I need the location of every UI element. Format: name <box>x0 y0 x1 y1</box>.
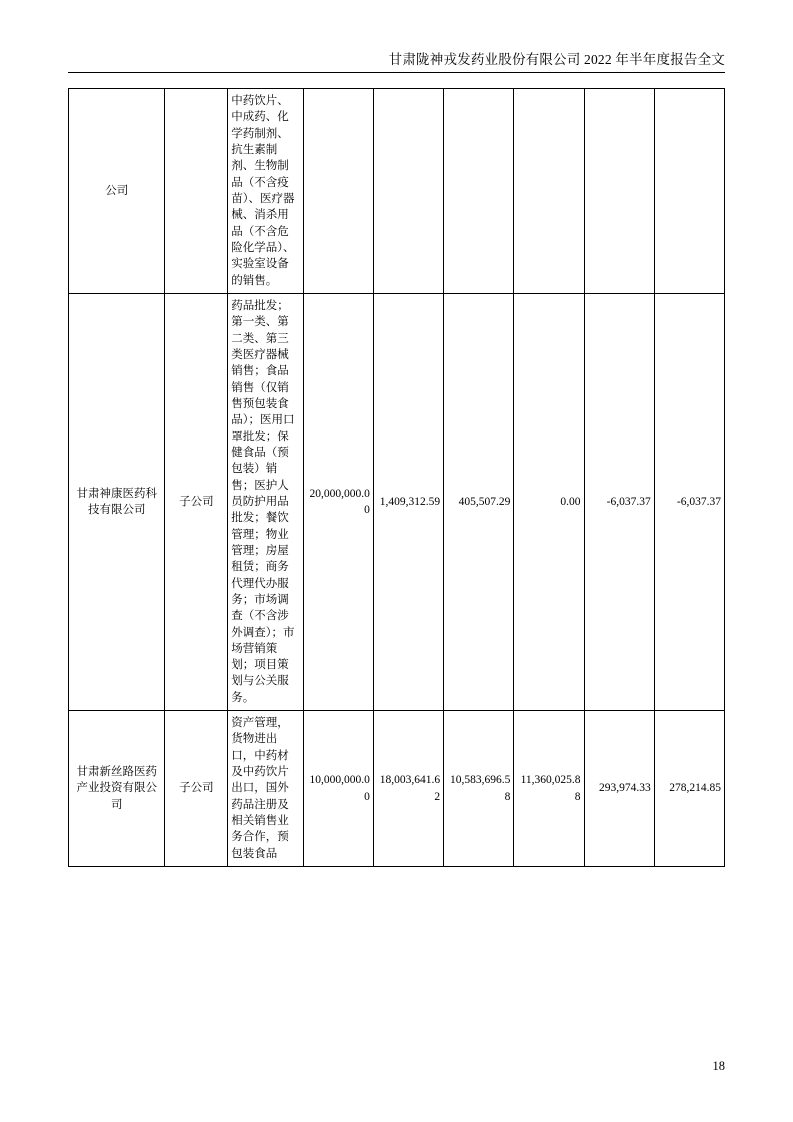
table-row <box>69 89 725 294</box>
company-name-text: 甘肃神康医药科技有限公司 <box>76 487 157 517</box>
cell-company-name <box>69 711 165 867</box>
net-assets-text: 10,583,696.58 <box>449 774 511 803</box>
cell-net-assets <box>444 293 514 710</box>
table-row <box>69 293 725 710</box>
cell-total-assets <box>373 89 443 294</box>
registered-capital-text: 10,000,000.00 <box>309 774 370 803</box>
registered-capital-text: 20,000,000.00 <box>309 487 370 517</box>
cell-company-type <box>165 711 228 867</box>
cell-net-profit <box>654 293 724 710</box>
business-scope-text: 药品批发；第一类、第二类、第三类医疗器械销售；食品销售（仅销售预包装食品）；医用口罩批发；保健食品（预包装）销售；医护人员防护用品批发；餐饮管理；物业管理；房屋租赁；商务代理代办服务；市场调查（不含涉外调查）；市场营销策划；项目策划与公关服务。 <box>231 299 295 704</box>
cell-total-assets <box>373 293 443 710</box>
operating-profit-text: 293,974.33 <box>598 782 651 795</box>
cell-business-scope <box>228 711 303 867</box>
cell-net-assets <box>444 89 514 294</box>
net-assets-text: 405,507.29 <box>458 495 511 508</box>
company-name-text: 公司 <box>105 184 129 197</box>
page-header: 甘肃陇神戎发药业股份有限公司 2022 年半年度报告全文 <box>388 52 725 67</box>
total-assets-text: 18,003,641.62 <box>379 774 441 803</box>
cell-operating-revenue <box>514 293 584 710</box>
cell-operating-profit <box>584 89 654 294</box>
subsidiary-table-container <box>68 88 725 867</box>
cell-company-name <box>69 293 165 710</box>
cell-operating-revenue <box>514 89 584 294</box>
cell-operating-profit <box>584 293 654 710</box>
cell-company-type <box>165 293 228 710</box>
cell-net-profit <box>654 89 724 294</box>
company-type-text: 子公司 <box>179 782 214 795</box>
company-name-text: 甘肃新丝路医药产业投资有限公司 <box>76 766 157 811</box>
net-profit-text: 278,214.85 <box>669 782 721 795</box>
page-number: 18 <box>712 1059 725 1073</box>
operating-revenue-text: 11,360,025.88 <box>520 774 581 803</box>
cell-registered-capital <box>303 89 373 294</box>
cell-company-name <box>69 89 165 294</box>
cell-business-scope <box>228 89 303 294</box>
cell-net-profit <box>654 711 724 867</box>
cell-registered-capital <box>303 293 373 710</box>
operating-profit-text: -6,037.37 <box>606 495 651 508</box>
table-row <box>69 711 725 867</box>
cell-company-type <box>165 89 228 294</box>
cell-operating-profit <box>584 711 654 867</box>
cell-operating-revenue <box>514 711 584 867</box>
cell-net-assets <box>444 711 514 867</box>
header-divider <box>68 72 725 73</box>
cell-total-assets <box>373 711 443 867</box>
subsidiary-table <box>68 88 725 867</box>
net-profit-text: -6,037.37 <box>676 495 721 508</box>
company-type-text: 子公司 <box>179 495 214 508</box>
total-assets-text: 1,409,312.59 <box>379 495 441 508</box>
cell-registered-capital <box>303 711 373 867</box>
cell-business-scope <box>228 293 303 710</box>
operating-revenue-text: 0.00 <box>560 495 581 508</box>
business-scope-text: 中药饮片、中成药、化学药制剂、抗生素制剂、生物制品（不含疫苗）、医疗器械、消杀用品（不含危险化学品）、实验室设备的销售。 <box>231 95 295 287</box>
business-scope-text: 资产管理，货物进出口，中药材及中药饮片出口，国外药品注册及相关销售业务合作，预包装食品 <box>231 717 289 860</box>
